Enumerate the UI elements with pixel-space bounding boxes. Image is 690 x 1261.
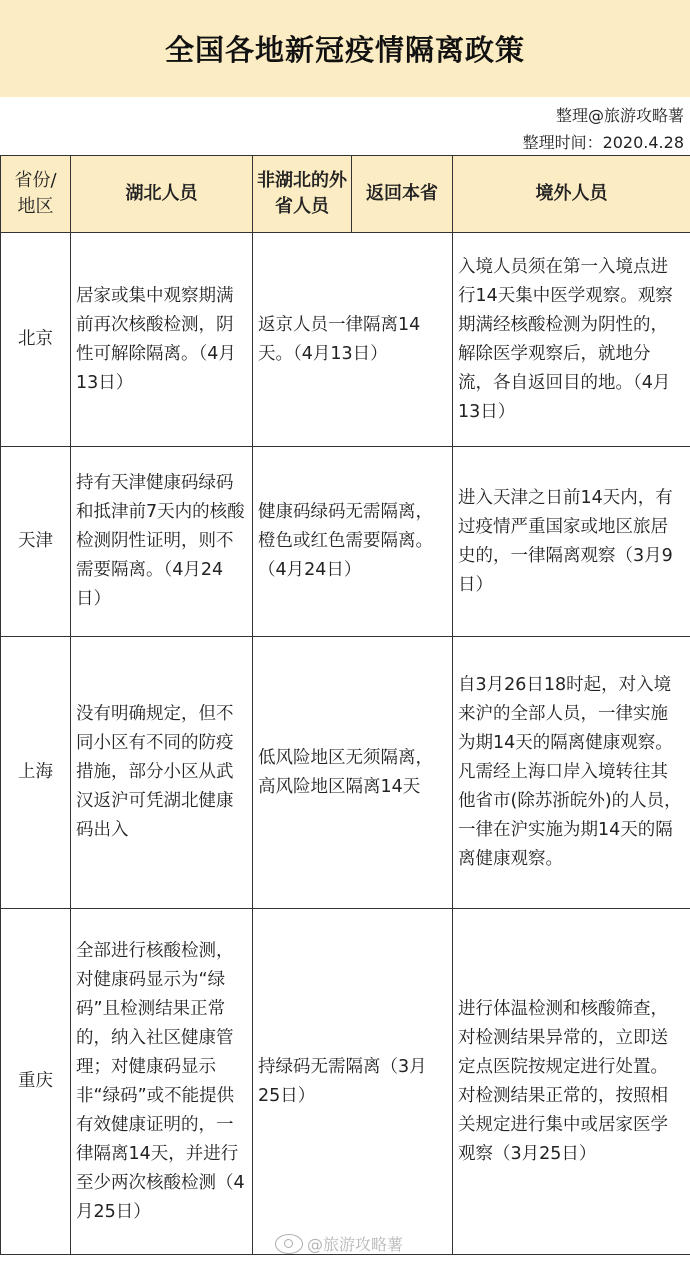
title-band <box>0 0 690 97</box>
page-title: 全国各地新冠疫情隔离政策 <box>164 33 525 67</box>
watermark-text: @旅游攻略薯 <box>307 1235 404 1254</box>
header-hubei: 湖北人员 <box>71 156 253 233</box>
overseas-policy-cell: 进行体温检测和核酸筛查，对检测结果异常的，立即送定点医院按规定进行处置。对检测结果正常的，按照相关规定进行集中或居家医学观察（3月25日） <box>453 909 690 1255</box>
hubei-policy-cell: 持有天津健康码绿码和抵津前7天内的核酸检测阴性证明，则不需要隔离。（4月24日） <box>71 447 253 637</box>
date-line: 整理时间：2020.4.28 <box>522 133 684 152</box>
header-non-hubei: 非湖北的外省人员 <box>253 156 352 232</box>
overseas-policy-cell: 进入天津之日前14天内，有过疫情严重国家或地区旅居史的，一律隔离观察（3月9日） <box>453 447 690 637</box>
overseas-policy-cell: 入境人员须在第一入境点进行14天集中医学观察。观察期满经核酸检测为阴性的，解除医学观察后，就地分流，各自返回目的地。（4月13日） <box>453 233 690 447</box>
header-overseas: 境外人员 <box>453 156 690 233</box>
table-row <box>1 637 690 909</box>
table-row <box>1 447 690 637</box>
credit-line: 整理@旅游攻略薯 <box>555 106 684 125</box>
header-region: 省份/地区 <box>1 156 71 233</box>
table-row <box>1 909 690 1255</box>
hubei-policy-cell: 没有明确规定，但不同小区有不同的防疫措施，部分小区从武汉返沪可凭湖北健康码出入 <box>71 637 253 909</box>
hubei-policy-cell: 全部进行核酸检测，对健康码显示为“绿码”且检测结果正常的，纳入社区健康管理；对健康码显示非“绿码”或不能提供有效健康证明的，一律隔离14天，并进行至少两次核酸检测（4月25日） <box>71 909 253 1255</box>
domestic-policy-cell: 健康码绿码无需隔离，橙色或红色需要隔离。（4月24日） <box>253 447 453 637</box>
region-cell: 重庆 <box>1 909 71 1255</box>
region-cell: 上海 <box>1 637 71 909</box>
header-return-home: 返回本省 <box>366 183 438 204</box>
region-cell: 北京 <box>1 233 71 447</box>
region-cell: 天津 <box>1 447 71 637</box>
domestic-policy-cell: 返京人员一律隔离14天。（4月13日） <box>253 233 453 447</box>
watermark <box>275 1232 403 1255</box>
table-row <box>1 233 690 447</box>
hubei-policy-cell: 居家或集中观察期满前再次核酸检测，阴性可解除隔离。（4月13日） <box>71 233 253 447</box>
domestic-policy-cell: 持绿码无需隔离（3月25日） <box>253 909 453 1255</box>
weibo-icon <box>275 1234 303 1254</box>
policy-table <box>0 155 690 1255</box>
overseas-policy-cell: 自3月26日18时起，对入境来沪的全部人员，一律实施为期14天的隔离健康观察。凡需经上海口岸入境转往其他省市(除苏浙皖外)的人员，一律在沪实施为期14天的隔离健康观察。 <box>453 637 690 909</box>
domestic-policy-cell: 低风险地区无须隔离，高风险地区隔离14天 <box>253 637 453 909</box>
table-header-row <box>1 156 690 233</box>
header-domestic <box>253 156 453 233</box>
